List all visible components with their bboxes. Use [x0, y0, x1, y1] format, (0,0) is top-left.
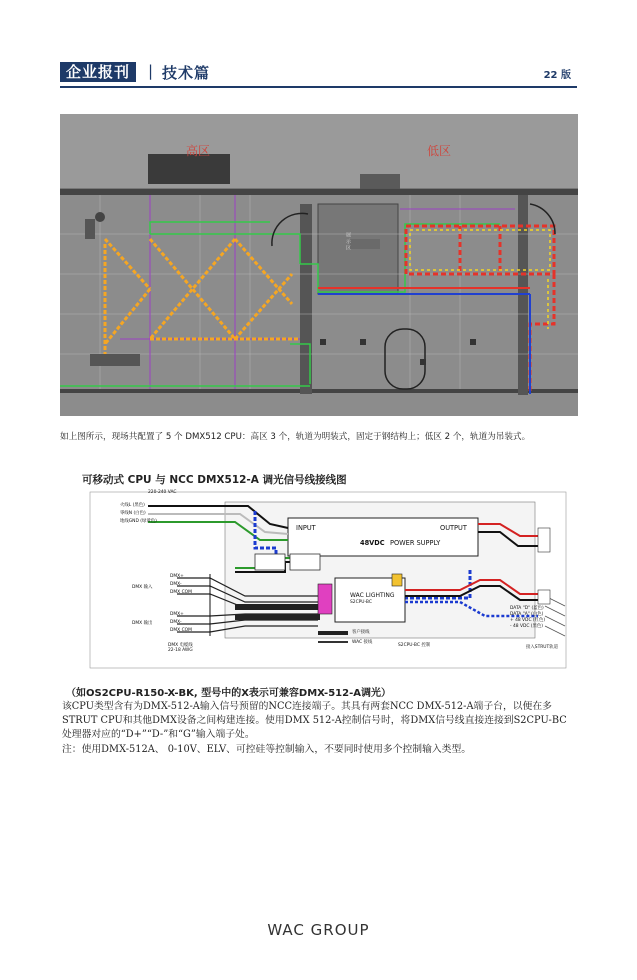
- dmx-in-plus: DMX+: [170, 574, 184, 579]
- dmx-cable-label: DMX 电缆线: [168, 643, 193, 648]
- ps-vdc-label: 48VDC: [360, 539, 385, 547]
- dmx-input-label: DMX 输入: [132, 585, 153, 590]
- section-title: 技术篇: [162, 64, 211, 82]
- zone-label-low: 低区: [427, 144, 452, 158]
- data-a-label: DATA "A" (白色): [510, 612, 544, 617]
- wiring-figure: [60, 466, 570, 760]
- publication-title: 企业报刊: [60, 62, 136, 82]
- ps-input-label: INPUT: [296, 524, 316, 532]
- page-number: 22 版: [543, 70, 571, 81]
- controller-model: S2CPU-BC: [350, 600, 372, 605]
- legend-user-wiring: 客户接线: [352, 630, 370, 635]
- wiring-diagram-title: 可移动式 CPU 与 NCC DMX512-A 调光信号线接线图: [82, 474, 347, 486]
- ps-name-label: POWER SUPPLY: [390, 539, 441, 547]
- wiring-note: 注：使用DMX-512A、 0-10V、ELV、可控硅等控制输入，不要同时使用多个控制输入类型。: [62, 744, 472, 755]
- brand-label: WAC LIGHTING: [350, 592, 395, 599]
- ground-wire-label: 地线GND (绿黄色): [120, 519, 157, 524]
- dmx-out-plus: DMX+: [170, 612, 184, 617]
- legend-wac-wiring: WAC 接线: [352, 640, 373, 645]
- data-d-label: DATA "D" (蓝色): [510, 606, 544, 611]
- dmx-output-label: DMX 输出: [132, 621, 153, 626]
- vdc-neg-label: - 48 VDC (黑色): [510, 624, 544, 629]
- vdc-pos-label: + 48 VDC (红色): [510, 618, 546, 623]
- controller-note: S2CPU-BC 控制: [398, 643, 431, 648]
- ac-voltage-label: 220-240 VAC: [148, 490, 177, 495]
- page-header: [60, 60, 577, 86]
- wiring-description: 该CPU类型含有为DMX-512-A输入信号预留的NCC连接端子。其具有两套NCC DMX-512-A端子台，以便在多STRUT CPU和其他DMX设备之间构建连接。使用DMX 512-A控制信号时，将DMX信号线直接连接到S2CPU-BC处理器对应的“D+”“D-”和“G”输入端子处。: [62, 701, 567, 740]
- dmx-in-com: DMX COM: [170, 590, 192, 595]
- dmx-out-minus: DMX-: [170, 620, 182, 625]
- strut-label: 接入STRUT轨道: [526, 645, 558, 650]
- live-wire-label: 火线L (黑色): [120, 503, 145, 508]
- footer-logo: WAC GROUP: [267, 921, 370, 939]
- zone-label-high: 高区: [186, 144, 211, 158]
- wiring-diagram: [60, 466, 570, 681]
- neutral-wire-label: 零线N (白色): [120, 511, 146, 516]
- dmx-out-com: DMX COM: [170, 628, 192, 633]
- awg-label: 22-18 AWG: [168, 648, 193, 653]
- exhibit-area-label: 展 示 区: [345, 232, 351, 251]
- ps-output-label: OUTPUT: [440, 524, 467, 532]
- floor-plan-caption: 如上图所示，现场共配置了 5 个 DMX512 CPU：高区 3 个，轨道为明装式，固定于钢结构上；低区 2 个，轨道为吊装式。: [60, 432, 531, 442]
- wiring-subtitle: （如OS2CPU-R150-X-BK, 型号中的X表示可兼容DMX-512-A调光）: [66, 688, 391, 699]
- header-rule: [60, 86, 577, 88]
- floor-plan-drawing: [60, 114, 578, 416]
- dmx-in-minus: DMX-: [170, 582, 182, 587]
- header-separator: |: [148, 62, 154, 80]
- floor-plan-figure: [60, 114, 578, 416]
